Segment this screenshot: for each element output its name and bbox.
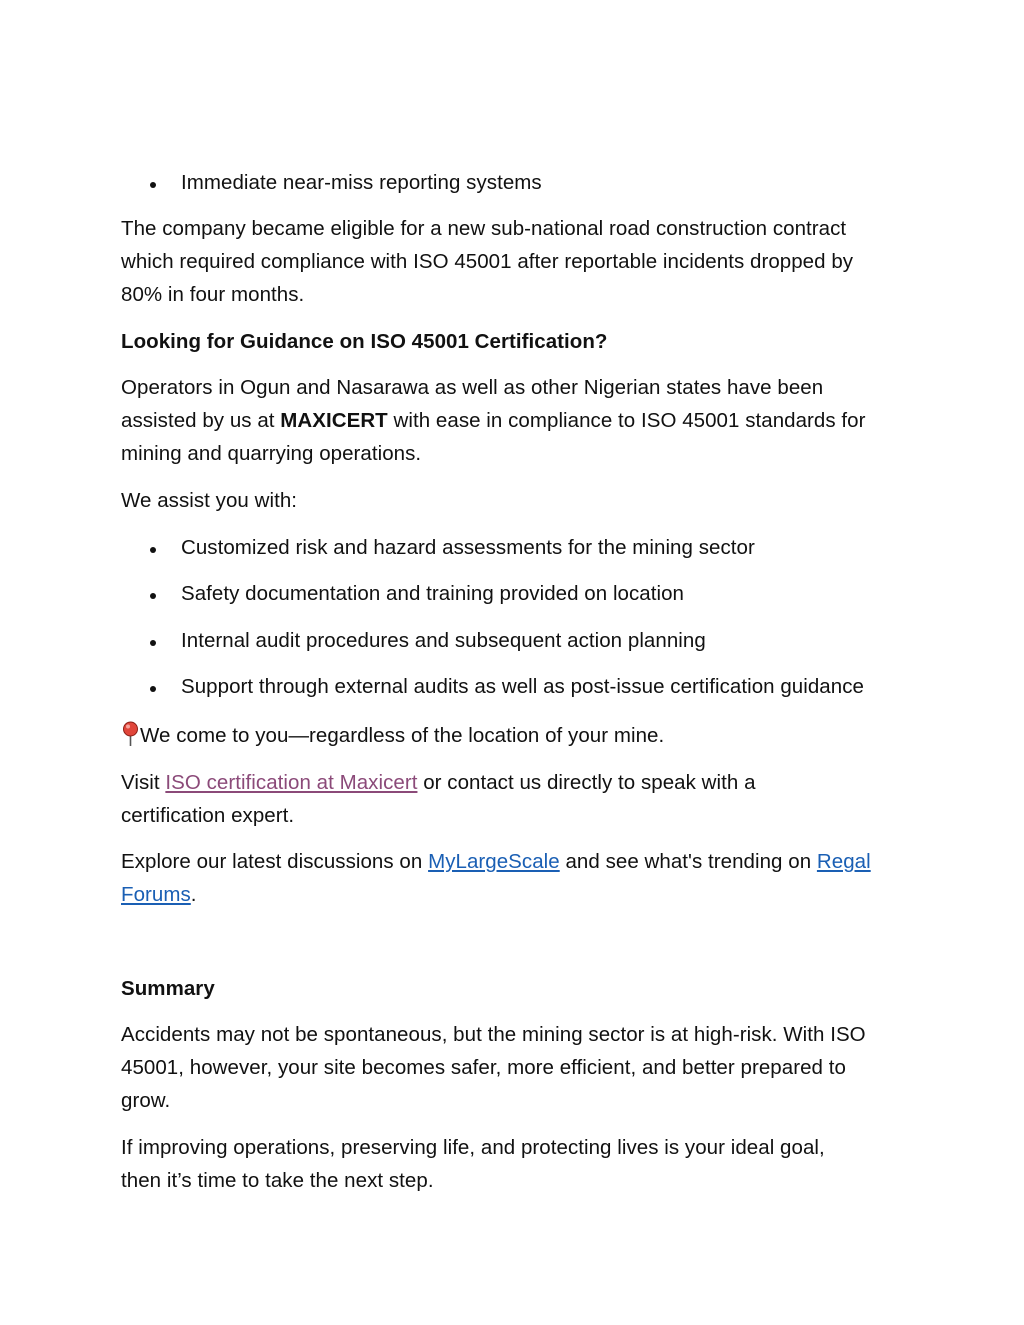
text-run: Visit [121,771,166,794]
list-item: Safety documentation and training provided on location [181,582,685,605]
text-run: Explore our latest discussions on [121,850,429,873]
list-item: Internal audit procedures and subsequent action planning [181,629,706,652]
text-run: We come to you—regardless of the location of your mine. [140,724,665,747]
list-item: Customized risk and hazard assessments for the mining sector [181,536,755,559]
text-run: or contact us directly to speak with a [417,771,756,794]
maxicert-link[interactable]: ISO certification at Maxicert [165,771,418,794]
paragraph-line: then it’s time to take the next step. [121,1169,434,1192]
paragraph-line: 80% in four months. [121,283,305,306]
paragraph-line [121,878,197,911]
bullet-dot [150,593,156,599]
text-run: with ease in compliance to ISO 45001 standards for [387,409,866,432]
list-item: Support through external audits as well as post-issue certification guidance [181,675,864,698]
paragraph-line: We assist you with: [121,489,298,512]
bullet-dot [150,640,156,646]
paragraph-line [121,766,756,799]
paragraph-line [121,404,866,437]
round-pushpin-icon [121,721,140,747]
paragraph-line: Accidents may not be spontaneous, but the mining sector is at high-risk. With ISO [121,1023,866,1046]
text-run: and see what's trending on [559,850,817,873]
paragraph-line: which required compliance with ISO 45001 after reportable incidents dropped by [121,250,854,273]
bullet-dot [150,547,156,553]
brand-name: MAXICERT [280,409,388,432]
paragraph-line: Operators in Ogun and Nasarawa as well as other Nigerian states have been [121,376,824,399]
regal-forums-link[interactable]: Forums [121,883,191,906]
paragraph-line: grow. [121,1089,171,1112]
mylargescale-link[interactable]: MyLargeScale [428,850,560,873]
bullet-dot [150,686,156,692]
section-heading: Looking for Guidance on ISO 45001 Certification? [121,330,608,353]
paragraph-line: 45001, however, your site becomes safer, more efficient, and better prepared to [121,1056,846,1079]
paragraph-line [121,719,664,752]
paragraph-line: certification expert. [121,804,295,827]
bullet-dot [150,182,156,188]
regal-forums-link[interactable]: Regal [816,850,871,873]
list-item: Immediate near-miss reporting systems [181,171,542,194]
paragraph-line: mining and quarrying operations. [121,442,422,465]
text-run: assisted by us at [121,409,281,432]
section-heading: Summary [121,977,215,1000]
paragraph-line [121,845,871,878]
paragraph-line: The company became eligible for a new sub-national road construction contract [121,217,847,240]
text-run: . [190,883,197,906]
paragraph-line: If improving operations, preserving life, and protecting lives is your ideal goal, [121,1136,825,1159]
